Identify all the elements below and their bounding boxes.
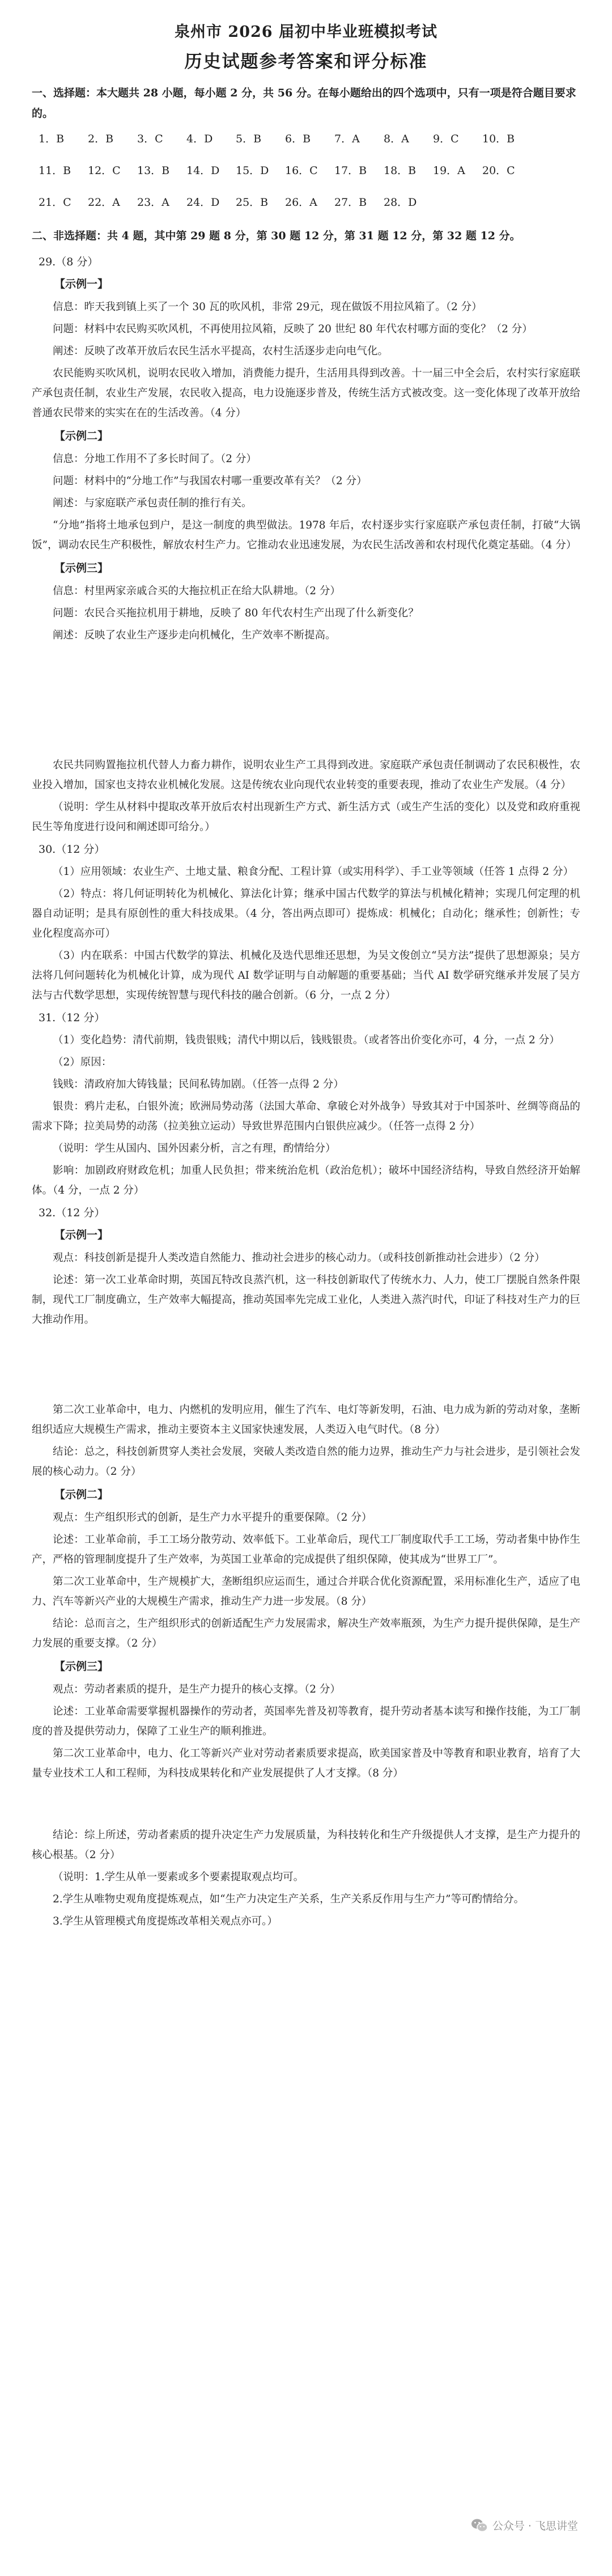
q31-answers — [32, 1030, 580, 1200]
answer-paragraph: （1）应用领域：农业生产、土地丈量、粮食分配、工程计算（或实用科学）、手工业等领域（任答 1 点得 2 分） — [53, 866, 574, 878]
q32-example-3 — [32, 1680, 580, 1783]
answer-paragraph: 论述：工业革命需要掌握机器操作的劳动者，英国率先普及初等教育，提升劳动者基本读写和操作技能，为工厂制度的普及提供劳动力，保障了工业生产的顺利推进。 — [32, 1706, 580, 1737]
answer-paragraph: 论述：工业革命前，手工工场分散劳动、效率低下。工业革命后，现代工厂制度取代手工工场，劳动者集中协作生产，严格的管理制度提升了生产效率，为英国工业革命的完成提供了组织保障，使其成为“世界工厂”。 — [32, 1534, 580, 1566]
answer-paragraph: 信息：昨天我到镇上买了一个 30 瓦的吹风机，非常 29元，现在做饭不用拉风箱了。（2 分） — [53, 301, 482, 313]
mc-answer: 19．A — [433, 164, 465, 177]
question-31-heading: 31.（12 分） — [39, 1012, 105, 1024]
mc-answer: 11．B — [39, 164, 71, 177]
q32-example-3-continued — [32, 1825, 580, 1865]
q29-example-1-heading: 【示例一】 — [54, 278, 109, 290]
answer-paragraph: 问题：材料中农民购买吹风机，不再使用拉风箱，反映了 20 世纪 80 年代农村哪方面的变化？（2 分） — [53, 323, 533, 335]
mc-answer: 15．D — [236, 164, 269, 177]
mc-answer: 14．D — [186, 164, 220, 177]
answer-paragraph: 农民能购买吹风机，说明农民收入增加，消费能力提升，生活用具得到改善。十一届三中全会后，农村实行家庭联产承包责任制，农业生产发展，农民收入提高，电力设施逐步普及，传统生活方式被改变。这一变化体现了改革开放给普通农民带来的实实在在的生活改善。（4 分） — [32, 367, 580, 419]
mc-answer: 9．C — [433, 133, 459, 145]
q32-example-1 — [32, 1248, 580, 1330]
mc-answer: 12．C — [88, 164, 121, 177]
answer-paragraph: （说明：学生从国内、国外因素分析，言之有理，酌情给分） — [53, 1143, 336, 1154]
mc-answer: 4．D — [186, 133, 213, 145]
mc-answer: 1．B — [39, 133, 65, 145]
mc-answer: 23．A — [137, 196, 169, 209]
answer-paragraph: 银贵：鸦片走私，白银外流；欧洲局势动荡（法国大革命、拿破仑对外战争）导致其对于中国茶叶、丝绸等商品的需求下降；拉美局势的动荡（拉美独立运动）导致世界范围内白银供应减少。（任答一点得 2 分） — [32, 1101, 580, 1132]
mc-answer: 16．C — [285, 164, 318, 177]
answer-paragraph: 2.学生从唯物史观角度提炼观点，如“生产力决定生产关系，生产关系反作用与生产力”等可酌情给分。 — [53, 1893, 525, 1905]
answer-paragraph: 阐述：与家庭联产承包责任制的推行有关。 — [53, 497, 252, 509]
q29-example-1 — [32, 297, 580, 423]
page-gap — [32, 648, 580, 755]
answer-paragraph: （2）原因： — [53, 1056, 112, 1068]
page-gap — [32, 1786, 580, 1825]
document-title: 历史试题参考答案和评分标准 — [184, 52, 428, 72]
mc-answer-row — [39, 162, 580, 179]
answer-paragraph: 结论：综上所述，劳动者素质的提升决定生产力发展质量，为科技转化和生产升级提供人才支撑，是生产力提升的核心根基。（2 分） — [32, 1829, 580, 1861]
answer-paragraph: 结论：总之，科技创新贯穿人类社会发展，突破人类改造自然的能力边界，推动生产力与社会进步，是引领社会发展的核心动力。（2 分） — [32, 1446, 580, 1478]
answer-paragraph: （2）特点：将几何证明转化为机械化、算法化计算；继承中国古代数学的算法与机械化精神；实现几何定理的机器自动证明；是具有原创性的重大科技成果。（4 分，答出两点即可）提炼成：机械化；自动化；继承性；创新性；专业化程度高亦可） — [32, 888, 580, 940]
answer-paragraph: 阐述：反映了农业生产逐步走向机械化，生产效率不断提高。 — [53, 629, 336, 641]
answer-paragraph: （说明：1.学生从单一要素或多个要素提取观点均可。 — [53, 1871, 304, 1883]
scoring-notes — [32, 1867, 580, 1931]
nonmc-section-heading: 二、非选择题：共 4 题，其中第 29 题 8 分，第 30 题 12 分，第 31 题 12 分，第 32 题 12 分。 — [32, 230, 521, 242]
mc-section-heading: 一、选择题：本大题共 28 小题，每小题 2 分，共 56 分。在每小题给出的四个选项中，只有一项是符合题目要求的。 — [32, 87, 576, 120]
mc-answer: 24．D — [186, 196, 220, 209]
mc-answer-row — [39, 130, 580, 147]
q29-example-3-continued — [32, 755, 580, 837]
mc-answer: 25．B — [236, 196, 269, 209]
mc-answer: 5．B — [236, 133, 262, 145]
q32-example-3-heading: 【示例三】 — [54, 1660, 109, 1673]
answer-paragraph: 信息：分地工作用不了多长时间了。（2 分） — [53, 453, 257, 465]
answer-paragraph: 阐述：反映了改革开放后农民生活水平提高，农村生活逐步走向电气化。 — [53, 345, 389, 357]
answer-paragraph: （1）变化趋势：清代前期，钱贵银贱；清代中期以后，钱贱银贵。（或者答出价变化亦可，4 分，一点 2 分） — [53, 1034, 560, 1046]
mc-answer: 18．B — [384, 164, 416, 177]
mc-answer: 8．A — [384, 133, 409, 145]
mc-answer-row — [39, 194, 580, 211]
answer-paragraph: 结论：总而言之，生产组织形式的创新适配生产力发展需求，解决生产效率瓶颈，为生产力提升提供保障，是生产力发展的重要支撑。（2 分） — [32, 1618, 580, 1649]
answer-paragraph: 信息：村里两家亲戚合买的大拖拉机正在给大队耕地。（2 分） — [53, 585, 341, 597]
mc-answer: 10．B — [482, 133, 515, 145]
mc-answer: 21．C — [39, 196, 71, 209]
mc-answer: 13．B — [137, 164, 170, 177]
question-32-heading: 32.（12 分） — [39, 1207, 105, 1219]
wechat-icon — [471, 2518, 488, 2533]
answer-paragraph: 论述：第一次工业革命时期，英国瓦特改良蒸汽机，这一科技创新取代了传统水力、人力，使工厂摆脱自然条件限制，现代工厂制度确立，生产效率大幅提高，推动英国率先完成工业化，人类进入蒸汽时代，印证了科技对生产力的巨大推动作用。 — [32, 1274, 580, 1326]
mc-answer: 6．B — [285, 133, 311, 145]
source-watermark — [471, 2518, 578, 2533]
page-gap — [32, 1332, 580, 1400]
q32-example-1-continued — [32, 1400, 580, 1482]
answer-paragraph: 第二次工业革命中，电力、化工等新兴产业对劳动者素质要求提高，欧美国家普及中等教育和职业教育，培育了大量专业技术工人和工程师，为科技成果转化和产业发展提供了人才支撑。（8 分） — [32, 1748, 580, 1779]
answer-paragraph: 问题：材料中的“分地工作”与我国农村哪一重要改革有关？（2 分） — [53, 475, 367, 487]
answer-paragraph: （说明：学生从材料中提取改革开放后农村出现新生产方式、新生活方式（或生产生活的变化）以及党和政府重视民生等角度进行设问和阐述即可给分。） — [32, 801, 580, 833]
answer-paragraph: 影响：加剧政府财政危机；加重人民负担；带来统治危机（政治危机）；破坏中国经济结构，导致自然经济开始解体。（4 分，一点 2 分） — [32, 1165, 580, 1196]
answer-paragraph: 观点：科技创新是提升人类改造自然能力、推动社会进步的核心动力。（或科技创新推动社会进步）（2 分） — [53, 1252, 545, 1264]
mc-answer-grid — [32, 130, 580, 211]
watermark-text: 公众号 · 飞思讲堂 — [492, 2520, 578, 2532]
mc-answer: 22．A — [88, 196, 120, 209]
mc-answer: 2．B — [88, 133, 114, 145]
answer-paragraph: 问题：农民合买拖拉机用于耕地，反映了 80 年代农村生产出现了什么新变化？ — [53, 607, 419, 619]
answer-paragraph: 观点：劳动者素质的提升，是生产力提升的核心支撑。（2 分） — [53, 1684, 341, 1695]
q32-example-1-heading: 【示例一】 — [54, 1229, 109, 1241]
answer-paragraph: 观点：生产组织形式的创新，是生产力水平提升的重要保障。（2 分） — [53, 1512, 372, 1524]
q32-example-2-heading: 【示例二】 — [54, 1488, 109, 1501]
answer-paragraph: （3）内在联系：中国古代数学的算法、机械化及迭代思维还思想，为吴文俊创立“吴方法”提供了思想源泉；吴方法将几何问题转化为机械化计算，成为现代 AI 数学证明与自动解题的重要基础；当代 AI 数学研究继承并发展了吴方法与古代数学思想，实现传统智慧与现代科技的融合创新。（6 分，一点 2 分） — [32, 950, 580, 1001]
mc-answer: 20．C — [482, 164, 515, 177]
answer-paragraph: 第二次工业革命中，电力、内燃机的发明应用，催生了汽车、电灯等新发明，石油、电力成为新的劳动对象，垄断组织适应大规模生产需求，推动主要资本主义国家快速发展，人类迈入电气时代。（8 分） — [32, 1404, 580, 1436]
mc-answer: 26．A — [285, 196, 317, 209]
mc-answer: 28．D — [384, 196, 417, 209]
mc-answer: 7．A — [334, 133, 360, 145]
answer-paragraph: 第二次工业革命中，生产规模扩大，垄断组织应运而生，通过合并联合优化资源配置，采用标准化生产，适应了电力、汽车等新兴产业的大规模生产需求，推动生产力进一步发展。（8 分） — [32, 1576, 580, 1608]
mc-answer: 27．B — [334, 196, 367, 209]
q30-answers — [32, 862, 580, 1005]
q29-example-3 — [32, 581, 580, 645]
q29-example-2 — [32, 449, 580, 555]
answer-paragraph: 3.学生从管理模式角度提炼改革相关观点亦可。） — [53, 1915, 278, 1927]
q32-example-2 — [32, 1508, 580, 1653]
question-30-heading: 30.（12 分） — [39, 843, 105, 856]
answer-paragraph: “分地”指将土地承包到户，是这一制度的典型做法。1978 年后，农村逐步实行家庭联产承包责任制，打破“大锅饭”，调动农民生产积极性，解放农村生产力。它推动农业迅速发展，为农民生活改善和农村现代化奠定基础。（4 分） — [32, 519, 580, 551]
mc-answer: 17．B — [334, 164, 367, 177]
q29-example-2-heading: 【示例二】 — [54, 430, 109, 442]
mc-answer: 3．C — [137, 133, 163, 145]
exam-title: 泉州市 2026 届初中毕业班模拟考试 — [175, 23, 437, 41]
q29-example-3-heading: 【示例三】 — [54, 562, 109, 574]
answer-paragraph: 钱贱：清政府加大铸钱量；民间私铸加剧。（任答一点得 2 分） — [53, 1078, 344, 1090]
answer-paragraph: 农民共同购置拖拉机代替人力畜力耕作，说明农业生产工具得到改进。家庭联产承包责任制调动了农民积极性，农业投入增加，国家也支持农业机械化发展。这是传统农业向现代农业转变的重要表现，推动了农业生产发展。（4 分） — [32, 759, 580, 791]
question-29-heading: 29.（8 分） — [39, 256, 99, 268]
